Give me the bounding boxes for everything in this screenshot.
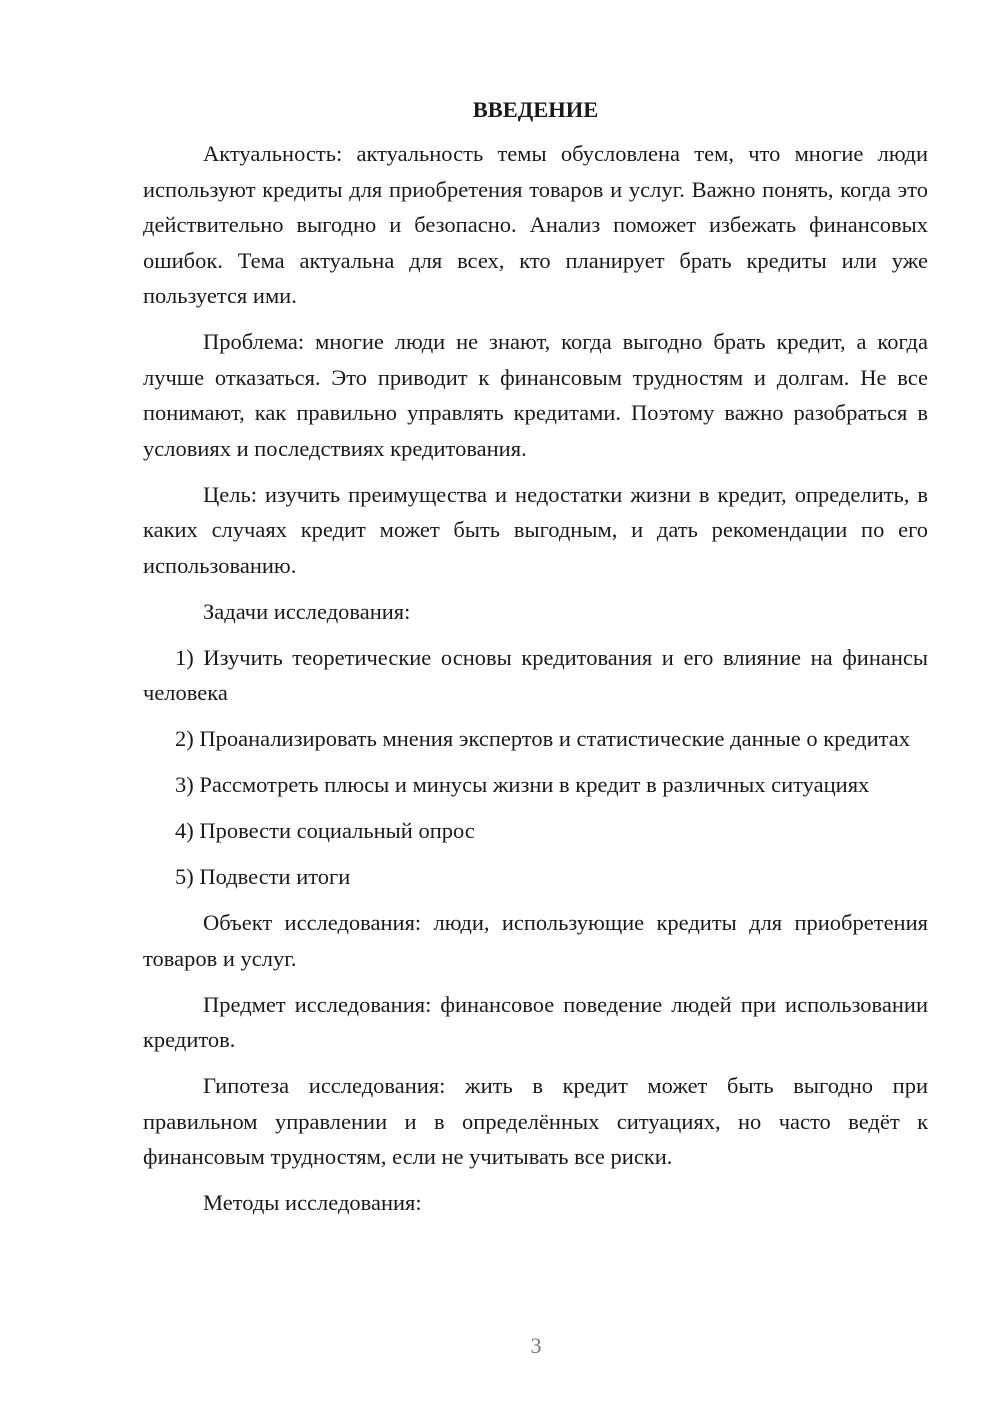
hypothesis-paragraph: Гипотеза исследования: жить в кредит может быть выгодно при правильном управлении и в определённых ситуациях, но часто ведёт к финансовым трудностям, если не учитывать все риски. — [143, 1073, 928, 1169]
tasks-heading: Задачи исследования: — [203, 598, 411, 624]
object-paragraph: Объект исследования: люди, использующие кредиты для приобретения товаров и услуг. — [143, 910, 928, 971]
problem-paragraph: Проблема: многие люди не знают, когда выгодно брать кредит, а когда лучше отказаться. Это приводит к финансовым трудностям и долгам. Не все понимают, как правильно управлять кредитами. Поэтому важно разобраться в условиях и последствиях кредитования. — [143, 329, 928, 461]
page-number: 3 — [530, 1333, 542, 1358]
section-heading: ВВЕДЕНИЕ — [472, 97, 599, 122]
document-page — [143, 92, 928, 1231]
relevance-paragraph: Актуальность: актуальность темы обусловлена тем, что многие люди используют кредиты для приобретения товаров и услуг. Важно понять, когда это действительно выгодно и безопасно. Анализ поможет избежать финансовых ошибок. Тема актуальна для всех, кто планирует брать кредиты или уже пользуется ими. — [143, 141, 928, 308]
subject-paragraph: Предмет исследования: финансовое поведение людей при использовании кредитов. — [143, 991, 928, 1052]
task-item-4: 4) Провести социальный опрос — [175, 818, 475, 843]
task-item-2: 2) Проанализировать мнения экспертов и статистические данные о кредитах — [175, 726, 910, 751]
task-item-5: 5) Подвести итоги — [175, 864, 351, 889]
goal-paragraph: Цель: изучить преимущества и недостатки жизни в кредит, определить, в каких случаях кредит может быть выгодным, и дать рекомендации по его использованию. — [143, 481, 928, 578]
task-item-3: 3) Рассмотреть плюсы и минусы жизни в кредит в различных ситуациях — [175, 772, 870, 797]
task-item-1: 1) Изучить теоретические основы кредитования и его влияние на финансы человека — [143, 644, 928, 705]
methods-heading: Методы исследования: — [203, 1190, 422, 1215]
